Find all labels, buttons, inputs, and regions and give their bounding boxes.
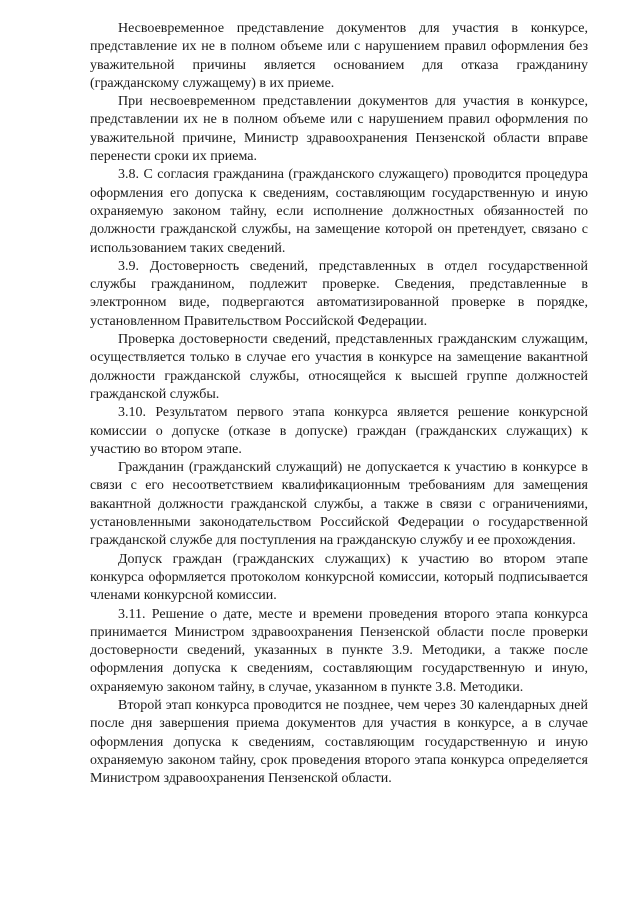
paragraph-late-submission-refusal: Несвоевременное представление документов для участия в конкурсе, представление их не в полном объеме или с нарушением правил оформления без уважительной причины является основанием для отказа гражданину (гражданскому служащему) в их приеме. [90, 21, 588, 91]
paragraph-second-stage-deadline: Второй этап конкурса проводится не позднее, чем через 30 календарных дней после дня завершения приема документов для участия в конкурсе, а в случае оформления допуска к сведениям, составляющим государственную и иную охраняемую законом тайну, срок проведения второго этапа конкурса определяется Министром здравоохранения Пензенской области. [90, 697, 588, 787]
paragraph-verification: Проверка достоверности сведений, представленных гражданским служащим, осуществляется только в случае его участия в конкурсе на замещение вакантной должности гражданской службы, относящейся к высшей группе должностей гражданской службы. [90, 332, 588, 402]
paragraph-admission-protocol: Допуск граждан (гражданских служащих) к участию во втором этапе конкурса оформляется протоколом конкурсной комиссии, который подписывается членами конкурсной комиссии. [90, 551, 588, 604]
paragraph-3-9: 3.9. Достоверность сведений, представленных в отдел государственной службы гражданином, подлежит проверке. Сведения, представленные в электронном виде, подвергаются автоматизированной проверке в порядке, установленном Правительством Российской Федерации. [90, 258, 588, 329]
paragraph-late-submission-valid-reason: При несвоевременном представлении документов для участия в конкурсе, представлении их не в полном объеме или с нарушением правил оформления по уважительной причине, Министр здравоохранения Пензенской области вправе перенести сроки их приема. [90, 94, 588, 165]
paragraph-not-admitted: Гражданин (гражданский служащий) не допускается к участию в конкурсе в связи с его несоответствием квалификационным требованиям для замещения вакантной должности гражданской службы, а также в связи с ограничениями, установленными законодательством Российской Федерации о государственной гражданской службе для поступления на гражданскую службу и ее прохождения. [90, 460, 588, 549]
paragraph-3-8: 3.8. С согласия гражданина (гражданского служащего) проводится процедура оформления его допуска к сведениям, составляющим государственную и иную охраняемую законом тайну, если исполнение должностных обязанностей по должности гражданской службы, на замещение которой он претендует, связано с использованием таких сведений. [90, 167, 588, 256]
document-body [90, 20, 588, 788]
paragraph-3-10: 3.10. Результатом первого этапа конкурса является решение конкурсной комиссии о допуске (отказе в допуске) граждан (гражданских служащих) к участию во втором этапе. [90, 405, 588, 457]
paragraph-3-11: 3.11. Решение о дате, месте и времени проведения второго этапа конкурса принимается Министром здравоохранения Пензенской области после проверки достоверности сведений, указанных в пункте 3.9. Методики, а также после оформления допуска к сведениям, составляющим государственную и иную, охраняемую законом тайну, в случае, указанном в пункте 3.8. Методики. [90, 606, 588, 695]
